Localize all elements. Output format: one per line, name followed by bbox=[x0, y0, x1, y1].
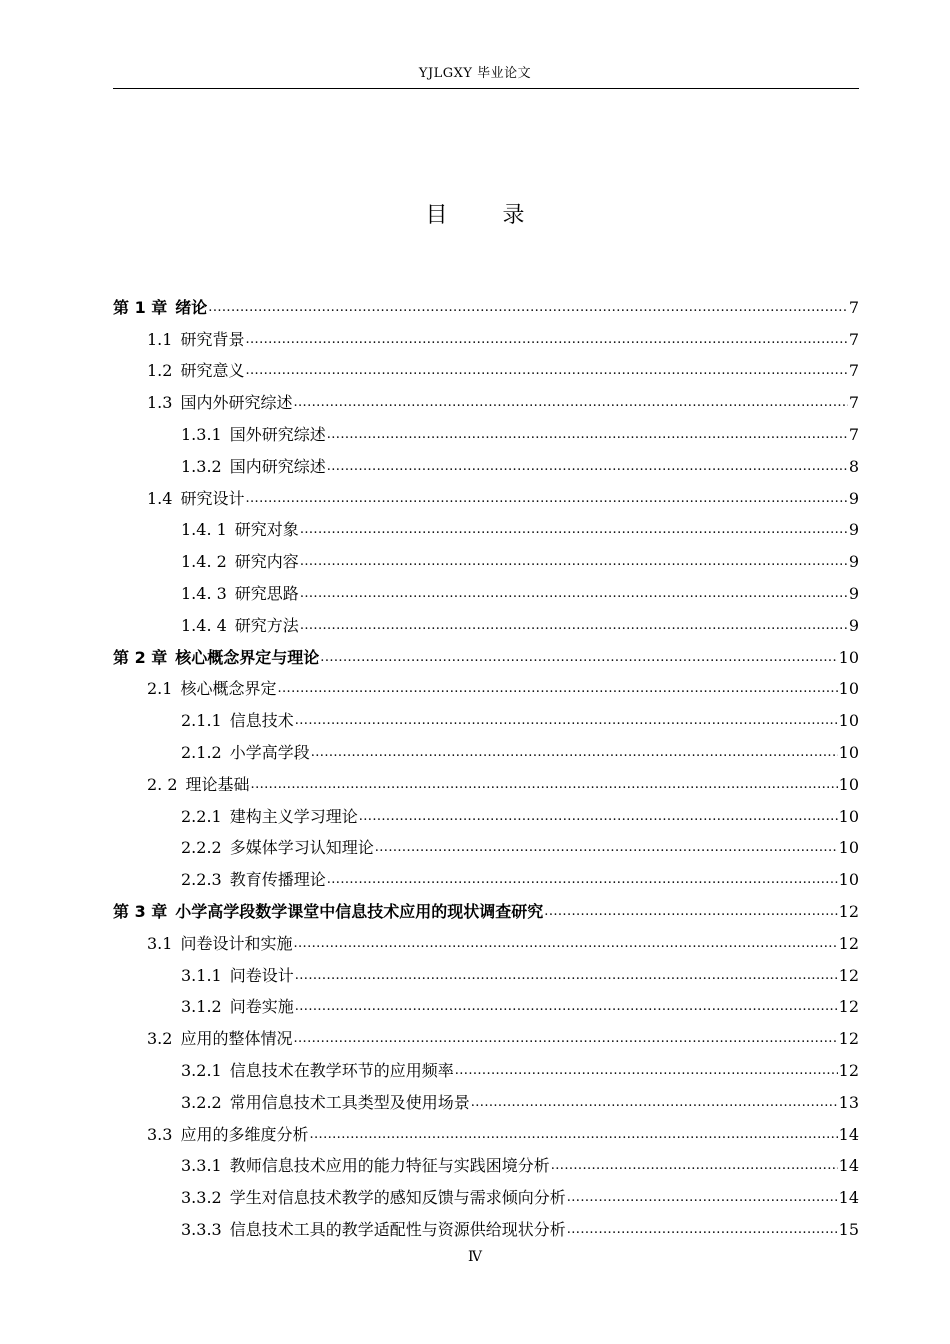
toc-entry[interactable] bbox=[113, 833, 859, 865]
toc-entry-page: 10 bbox=[838, 838, 859, 858]
toc-entry-label bbox=[147, 393, 292, 413]
toc-leader-dots bbox=[245, 361, 847, 381]
toc-entry-label bbox=[147, 934, 292, 954]
toc-entry-number: 1.4. 2 bbox=[181, 552, 227, 572]
toc-leader-dots bbox=[251, 775, 838, 795]
toc-entry-page: 14 bbox=[838, 1124, 859, 1144]
toc-entry-number: 3.2.1 bbox=[181, 1061, 222, 1081]
toc-entry-label bbox=[113, 902, 543, 922]
header-rule bbox=[113, 88, 859, 89]
toc-entry[interactable] bbox=[113, 1151, 859, 1183]
toc-leader-dots bbox=[359, 807, 838, 827]
toc-entry-text: 国外研究综述 bbox=[229, 425, 326, 445]
toc-leader-dots bbox=[245, 330, 847, 350]
toc-entry[interactable] bbox=[113, 674, 859, 706]
toc-leader-dots bbox=[455, 1061, 838, 1081]
toc-entry-label bbox=[147, 1029, 292, 1049]
toc-leader-dots bbox=[300, 616, 848, 636]
toc-entry-page: 10 bbox=[838, 870, 859, 890]
toc-entry-number: 2.2.1 bbox=[181, 806, 222, 826]
toc-entry-number: 2.1.1 bbox=[181, 711, 222, 731]
toc-entry-number: 1.4. 3 bbox=[181, 584, 227, 604]
toc-entry[interactable] bbox=[113, 737, 859, 769]
toc-entry-number: 1.1 bbox=[147, 329, 173, 349]
toc-entry-page: 13 bbox=[838, 1092, 859, 1112]
toc-leader-dots bbox=[551, 1156, 838, 1176]
toc-entry-page: 12 bbox=[838, 965, 859, 985]
toc-entry-number: 1.3 bbox=[147, 393, 173, 413]
toc-entry-number: 2. 2 bbox=[147, 774, 178, 794]
toc-entry-page: 12 bbox=[838, 933, 859, 953]
toc-entry[interactable] bbox=[113, 992, 859, 1024]
toc-entry-number: 1.4. 1 bbox=[181, 520, 227, 540]
toc-entry[interactable] bbox=[113, 864, 859, 896]
toc-entry-text: 绪论 bbox=[175, 297, 208, 317]
toc-entry-number: 2.1.2 bbox=[181, 743, 222, 763]
toc-entry[interactable] bbox=[113, 356, 859, 388]
toc-entry-page: 9 bbox=[848, 552, 859, 572]
toc-title: 目 录 bbox=[425, 203, 549, 228]
toc-entry-text: 信息技术工具的教学适配性与资源供给现状分析 bbox=[229, 1220, 566, 1239]
toc-entry-text: 应用的多维度分析 bbox=[180, 1124, 309, 1144]
toc-entry-number: 第 2 章 bbox=[113, 647, 168, 667]
toc-entry-page: 12 bbox=[838, 997, 859, 1017]
toc-entry-number: 第 3 章 bbox=[113, 902, 168, 922]
page-number: Ⅳ bbox=[468, 1249, 482, 1265]
toc-entry-page: 10 bbox=[838, 743, 859, 763]
table-of-contents bbox=[113, 292, 859, 1246]
toc-entry-number: 3.1.1 bbox=[181, 965, 222, 985]
toc-entry-number: 3.3 bbox=[147, 1124, 173, 1144]
running-header: YJLGXY 毕业论文 bbox=[418, 66, 532, 81]
toc-entry-number: 2.2.2 bbox=[181, 838, 222, 858]
toc-entry-text: 小学高学段 bbox=[229, 743, 310, 763]
toc-entry-text: 学生对信息技术教学的感知反馈与需求倾向分析 bbox=[229, 1188, 566, 1208]
toc-entry-text: 核心概念界定与理论 bbox=[175, 647, 320, 667]
toc-entry-label bbox=[181, 1061, 454, 1081]
toc-chapter-entry[interactable] bbox=[113, 896, 859, 928]
toc-entry-label bbox=[181, 425, 326, 445]
toc-entry[interactable] bbox=[113, 387, 859, 419]
toc-entry-text: 研究对象 bbox=[234, 520, 299, 540]
toc-entry-page: 7 bbox=[848, 425, 859, 445]
toc-leader-dots bbox=[295, 966, 838, 986]
toc-leader-dots bbox=[245, 489, 847, 509]
toc-entry[interactable] bbox=[113, 1182, 859, 1214]
toc-entry-text: 研究背景 bbox=[180, 329, 245, 349]
toc-entry-page: 12 bbox=[838, 902, 859, 922]
toc-entry-label bbox=[181, 1156, 550, 1176]
toc-entry-label bbox=[147, 489, 244, 509]
toc-entry-page: 7 bbox=[848, 393, 859, 413]
toc-entry-number: 3.1.2 bbox=[181, 997, 222, 1017]
toc-entry-text: 研究内容 bbox=[234, 552, 299, 572]
toc-entry-page: 12 bbox=[838, 1029, 859, 1049]
toc-entry-page: 9 bbox=[848, 615, 859, 635]
toc-entry-page: 7 bbox=[848, 297, 859, 317]
toc-leader-dots bbox=[567, 1220, 838, 1240]
toc-entry-label bbox=[181, 743, 310, 763]
toc-entry-label bbox=[181, 552, 299, 572]
toc-entry[interactable] bbox=[113, 769, 859, 801]
toc-entry-label bbox=[181, 997, 294, 1017]
toc-entry-label bbox=[181, 838, 374, 858]
toc-entry-text: 问卷设计和实施 bbox=[180, 933, 293, 953]
toc-leader-dots bbox=[327, 425, 848, 445]
toc-entry-number: 1.4 bbox=[147, 488, 173, 508]
toc-entry-label bbox=[181, 711, 294, 731]
toc-entry-label bbox=[147, 330, 244, 350]
toc-entry[interactable] bbox=[113, 515, 859, 547]
toc-leader-dots bbox=[567, 1188, 838, 1208]
toc-entry-number: 1.3.1 bbox=[181, 425, 222, 445]
toc-leader-dots bbox=[293, 1029, 837, 1049]
toc-entry[interactable] bbox=[113, 419, 859, 451]
toc-entry-label bbox=[181, 457, 326, 477]
toc-entry-number: 1.4. 4 bbox=[181, 615, 227, 635]
toc-entry-label bbox=[147, 679, 276, 699]
toc-entry-number: 3.3.2 bbox=[181, 1188, 222, 1208]
toc-entry-text: 问卷设计 bbox=[229, 965, 294, 985]
toc-entry-number: 3.3.1 bbox=[181, 1156, 222, 1176]
toc-leader-dots bbox=[300, 584, 848, 604]
toc-entry-page: 12 bbox=[838, 1061, 859, 1081]
toc-entry[interactable] bbox=[113, 610, 859, 642]
toc-entry-label bbox=[181, 1188, 566, 1208]
toc-entry[interactable] bbox=[113, 546, 859, 578]
toc-entry-label bbox=[181, 1093, 470, 1113]
toc-entry-text: 研究意义 bbox=[180, 361, 245, 381]
toc-leader-dots bbox=[295, 997, 838, 1017]
toc-leader-dots bbox=[309, 1125, 837, 1145]
toc-entry-number: 2.1 bbox=[147, 679, 173, 699]
toc-entry-text: 常用信息技术工具类型及使用场景 bbox=[229, 1092, 470, 1112]
toc-entry-page: 7 bbox=[848, 361, 859, 381]
toc-entry-label bbox=[181, 584, 299, 604]
toc-leader-dots bbox=[327, 457, 848, 477]
toc-entry[interactable] bbox=[113, 324, 859, 356]
toc-entry-text: 多媒体学习认知理论 bbox=[229, 838, 374, 858]
toc-leader-dots bbox=[277, 679, 837, 699]
toc-leader-dots bbox=[208, 298, 848, 318]
toc-entry-page: 14 bbox=[838, 1156, 859, 1176]
toc-entry[interactable] bbox=[113, 1214, 859, 1246]
toc-entry-text: 核心概念界定 bbox=[180, 679, 277, 699]
toc-entry[interactable] bbox=[113, 578, 859, 610]
toc-entry-page: 14 bbox=[838, 1188, 859, 1208]
toc-entry-text: 信息技术在教学环节的应用频率 bbox=[229, 1061, 454, 1081]
toc-entry-text: 教育传播理论 bbox=[229, 870, 326, 890]
toc-entry-page: 10 bbox=[838, 806, 859, 826]
toc-entry-label bbox=[113, 648, 319, 668]
toc-entry[interactable] bbox=[113, 960, 859, 992]
toc-entry-page: 10 bbox=[838, 647, 859, 667]
toc-entry-text: 教师信息技术应用的能力特征与实践困境分析 bbox=[229, 1156, 550, 1176]
toc-entry-page: 9 bbox=[848, 520, 859, 540]
toc-entry-number: 3.3.3 bbox=[181, 1220, 222, 1239]
toc-entry-number: 1.2 bbox=[147, 361, 173, 381]
toc-entry[interactable] bbox=[113, 801, 859, 833]
toc-entry-text: 研究方法 bbox=[234, 615, 299, 635]
toc-entry[interactable] bbox=[113, 1023, 859, 1055]
toc-entry-number: 3.2 bbox=[147, 1029, 173, 1049]
toc-entry-text: 国内研究综述 bbox=[229, 456, 326, 476]
toc-entry[interactable] bbox=[113, 483, 859, 515]
toc-entry-number: 1.3.2 bbox=[181, 456, 222, 476]
toc-entry-label bbox=[181, 520, 299, 540]
toc-entry[interactable] bbox=[113, 1119, 859, 1151]
toc-entry-page: 10 bbox=[838, 774, 859, 794]
toc-entry-page: 10 bbox=[838, 711, 859, 731]
toc-entry-text: 理论基础 bbox=[185, 774, 250, 794]
toc-entry-text: 问卷实施 bbox=[229, 997, 294, 1017]
toc-entry-text: 国内外研究综述 bbox=[180, 393, 293, 413]
toc-chapter-entry[interactable] bbox=[113, 642, 859, 674]
toc-leader-dots bbox=[295, 711, 838, 731]
toc-entry-number: 3.2.2 bbox=[181, 1092, 222, 1112]
toc-entry-label bbox=[113, 298, 207, 318]
toc-entry-text: 应用的整体情况 bbox=[180, 1029, 293, 1049]
toc-entry-label bbox=[147, 361, 244, 381]
toc-entry[interactable] bbox=[113, 451, 859, 483]
toc-entry-label bbox=[147, 1125, 308, 1145]
toc-entry-page: 8 bbox=[848, 456, 859, 476]
toc-entry[interactable] bbox=[113, 1055, 859, 1087]
toc-entry[interactable] bbox=[113, 1087, 859, 1119]
toc-entry-text: 小学高学段数学课堂中信息技术应用的现状调查研究 bbox=[175, 902, 544, 922]
toc-entry-number: 2.2.3 bbox=[181, 870, 222, 890]
toc-entry-page: 7 bbox=[848, 329, 859, 349]
toc-entry-number: 第 1 章 bbox=[113, 297, 168, 317]
toc-entry-page: 9 bbox=[848, 488, 859, 508]
toc-leader-dots bbox=[375, 838, 838, 858]
toc-leader-dots bbox=[300, 520, 848, 540]
toc-leader-dots bbox=[293, 934, 837, 954]
toc-leader-dots bbox=[544, 902, 837, 922]
toc-entry-text: 建构主义学习理论 bbox=[229, 806, 358, 826]
toc-entry-text: 研究思路 bbox=[234, 584, 299, 604]
toc-leader-dots bbox=[311, 743, 838, 763]
toc-entry-label bbox=[181, 616, 299, 636]
toc-entry-page: 10 bbox=[838, 679, 859, 699]
toc-entry-label bbox=[147, 775, 250, 795]
toc-entry-label bbox=[181, 870, 326, 890]
toc-entry-page: 9 bbox=[848, 584, 859, 604]
toc-entry-text: 研究设计 bbox=[180, 488, 245, 508]
toc-entry-label bbox=[181, 807, 358, 827]
toc-entry-text: 信息技术 bbox=[229, 711, 294, 731]
toc-leader-dots bbox=[300, 552, 848, 572]
toc-chapter-entry[interactable] bbox=[113, 292, 859, 324]
toc-entry-label bbox=[181, 966, 294, 986]
toc-entry-number: 3.1 bbox=[147, 933, 173, 953]
toc-leader-dots bbox=[471, 1093, 838, 1113]
toc-entry[interactable] bbox=[113, 705, 859, 737]
toc-leader-dots bbox=[327, 870, 838, 890]
toc-entry-label bbox=[181, 1220, 566, 1240]
toc-entry-page: 15 bbox=[838, 1220, 859, 1239]
toc-entry[interactable] bbox=[113, 928, 859, 960]
toc-leader-dots bbox=[293, 393, 847, 413]
toc-leader-dots bbox=[320, 648, 837, 668]
